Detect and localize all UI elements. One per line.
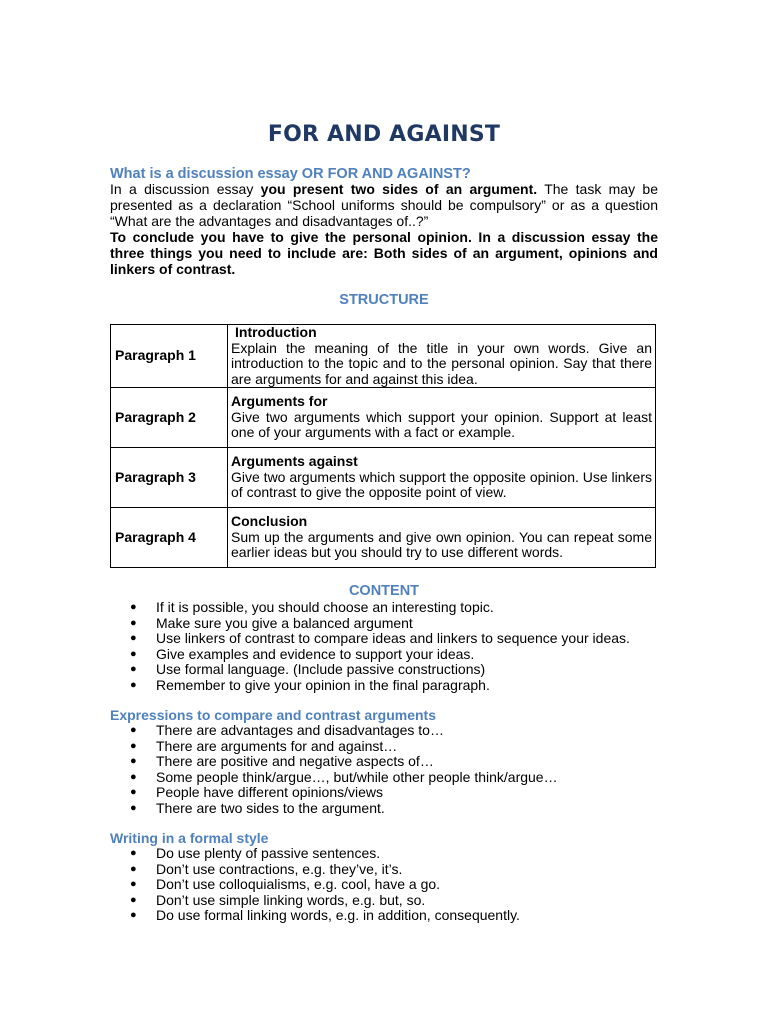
paragraph-description — [228, 448, 656, 508]
list-item: ● Don’t use simple linking words, e.g. but, so. — [130, 893, 650, 909]
table-row — [111, 448, 656, 508]
expressions-heading: Expressions to compare and contrast arguments — [110, 707, 436, 723]
list-item: ● Make sure you give a balanced argument — [130, 616, 650, 632]
list-item: ● Do use plenty of passive sentences. — [130, 846, 650, 862]
intro-paragraph-1 — [110, 181, 658, 229]
question-heading: What is a discussion essay OR FOR AND AGAINST? — [110, 166, 471, 182]
list-item: ● If it is possible, you should choose an interesting topic. — [130, 600, 650, 616]
list-item: ● There are positive and negative aspects of… — [130, 754, 650, 770]
paragraph-heading: Arguments against — [231, 453, 358, 470]
list-item: ● Use formal language. (Include passive constructions) — [130, 662, 650, 678]
list-item: ● Give examples and evidence to support your ideas. — [130, 647, 650, 663]
list-item: ● There are two sides to the argument. — [130, 801, 650, 817]
intro-p2-bold: To conclude you have to give the personal opinion. In a discussion essay the three things you need to include are: Both sides of an argument, opinions and linkers of contrast. — [110, 229, 658, 277]
paragraph-text: Sum up the arguments and give own opinion. You can repeat some earlier ideas but you should try to use different words. — [231, 528, 652, 561]
paragraph-text: Give two arguments which support the opposite opinion. Use linkers of contrast to give the opposite point of view. — [231, 468, 652, 501]
paragraph-heading: Arguments for — [231, 393, 328, 410]
intro-p1-start: In a discussion essay — [110, 181, 261, 197]
content-list — [130, 600, 650, 693]
paragraph-heading: Introduction — [235, 324, 317, 340]
table-row — [111, 508, 656, 568]
paragraph-label: Paragraph 4 — [111, 508, 228, 568]
list-item: ● People have different opinions/views — [130, 785, 650, 801]
list-item: ● Don’t use colloquialisms, e.g. cool, have a go. — [130, 877, 650, 893]
intro-p1-end: The task may be presented as a declaration “School uniforms should be compulsory” or as a question “What are the advantages and disadvantages of..?” — [110, 181, 658, 229]
list-item: ● Some people think/argue…, but/while other people think/argue… — [130, 770, 650, 786]
table-row — [111, 325, 656, 388]
expressions-list — [130, 723, 650, 816]
list-item: ● There are arguments for and against… — [130, 739, 650, 755]
paragraph-text: Give two arguments which support your opinion. Support at least one of your arguments with a fact or example. — [231, 408, 652, 441]
formal-style-list — [130, 846, 650, 924]
paragraph-heading: Conclusion — [231, 513, 308, 530]
paragraph-description — [228, 325, 656, 388]
content-heading: CONTENT — [348, 583, 420, 599]
table-row — [111, 388, 656, 448]
structure-table — [110, 324, 656, 568]
paragraph-label: Paragraph 3 — [111, 448, 228, 508]
page-title: FOR AND AGAINST — [267, 122, 501, 147]
structure-heading: STRUCTURE — [339, 292, 429, 308]
intro-p1-bold: you present two sides of an argument. — [260, 181, 538, 197]
paragraph-label: Paragraph 1 — [111, 325, 228, 388]
list-item: ● Do use formal linking words, e.g. in addition, consequently. — [130, 908, 650, 924]
paragraph-description — [228, 508, 656, 568]
formal-style-heading: Writing in a formal style — [110, 830, 269, 846]
paragraph-description — [228, 388, 656, 448]
list-item: ● Remember to give your opinion in the final paragraph. — [130, 678, 650, 694]
intro-paragraph-2 — [110, 229, 658, 277]
list-item: ● Don’t use contractions, e.g. they’ve, it’s. — [130, 862, 650, 878]
paragraph-text: Explain the meaning of the title in your own words. Give an introduction to the topic and to the personal opinion. Say that there are arguments for and against this idea. — [231, 339, 652, 387]
list-item: ● Use linkers of contrast to compare ideas and linkers to sequence your ideas. — [130, 631, 650, 647]
paragraph-label: Paragraph 2 — [111, 388, 228, 448]
list-item: ● There are advantages and disadvantages to… — [130, 723, 650, 739]
intro-text — [110, 181, 658, 277]
